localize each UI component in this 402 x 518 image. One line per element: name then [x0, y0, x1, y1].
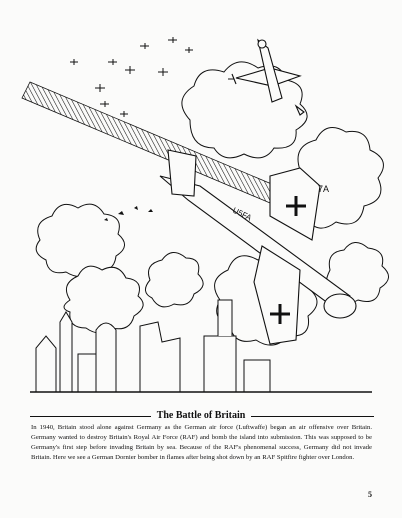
bomber-fuselage-code: U5FA	[231, 205, 254, 223]
bomber-tail-code: 7A	[318, 184, 330, 194]
caption-body: In 1940, Britain stood alone against Germany as the German air force (Luftwaffe) began an air offensive over Britain. Germany wanted to destroy Britain's Royal Air Force (RAF) and bomb the island into submission. This was supposed to be Germany's first step before invading Britain by sea. Because of the RAF's phenomenal success, Germany did not invade Britain. Here we see a German Dornier bomber in flames after being shot down by an RAF Spitfire fighter over London.	[31, 424, 372, 461]
caption-title: The Battle of Britain	[151, 410, 252, 421]
caption-title-wrap	[0, 405, 402, 423]
distant-aircraft-formation	[70, 37, 193, 117]
page-number: 5	[368, 490, 372, 499]
caption-rule	[30, 416, 374, 417]
